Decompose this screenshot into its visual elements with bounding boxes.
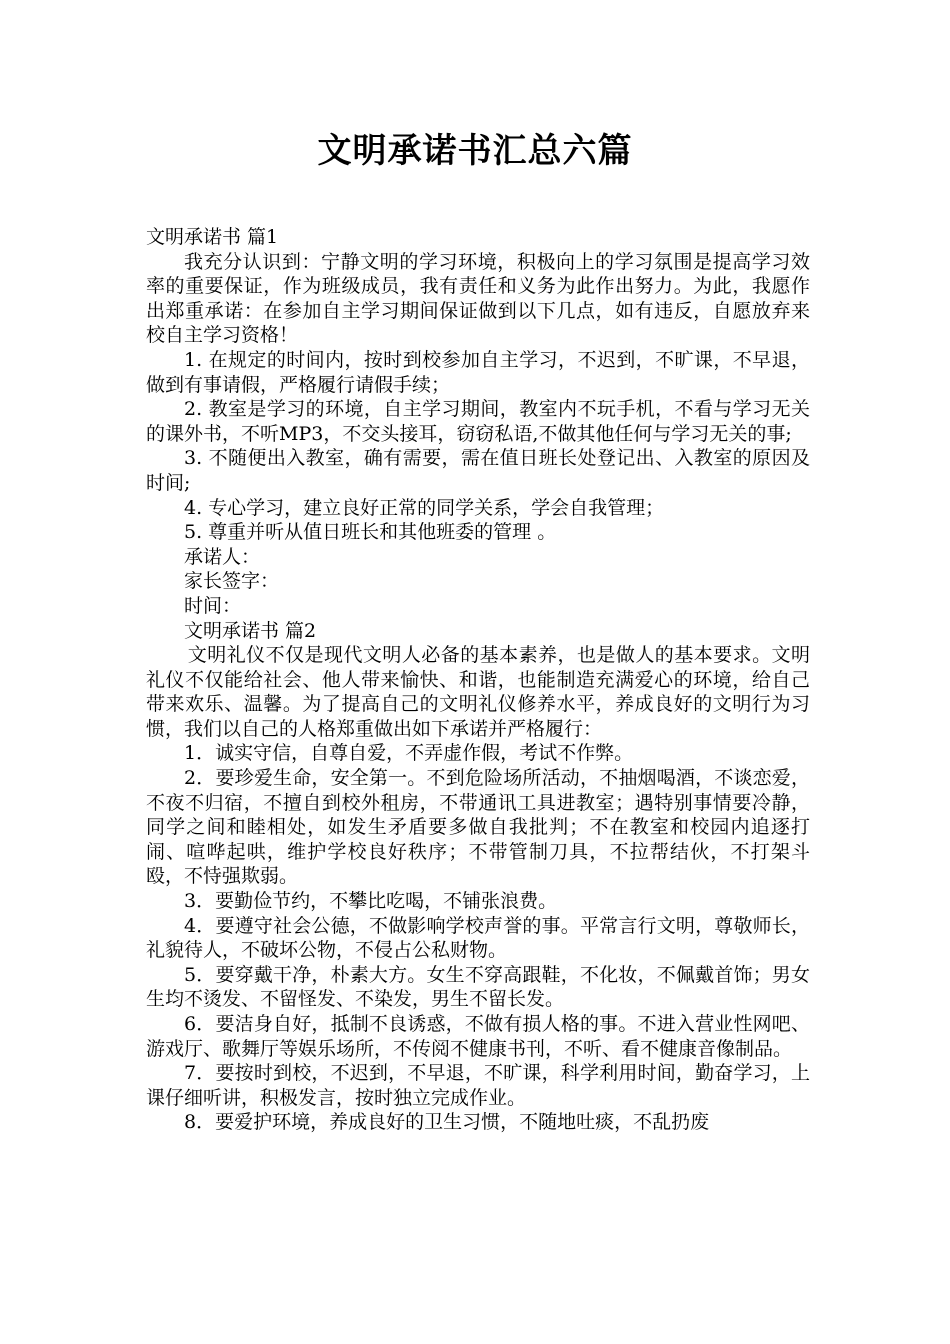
section-2-item-7: 7．要按时到校，不迟到，不早退，不旷课，科学利用时间，勤奋学习，上课仔细听讲，积极发言，按时独立完成作业。	[146, 1062, 810, 1109]
section-2-item-4: 4．要遵守社会公德，不做影响学校声誉的事。平常言行文明，尊敬师长，礼貌待人，不破坏公物，不侵占公私财物。	[146, 914, 810, 962]
parent-signature-label: 家长签字：	[184, 570, 280, 593]
section-1-item-2: 2. 教室是学习的环境，自主学习期间，教室内不玩手机，不看与学习无关的课外书，不听MP3，不交头接耳，窃窃私语,不做其他任何与学习无关的事;	[146, 398, 810, 445]
time-label: 时间：	[184, 594, 242, 617]
section-2-item-8: 8．要爱护环境，养成良好的卫生习惯，不随地吐痰，不乱扔废	[184, 1111, 710, 1134]
document-title: 文明承诺书汇总六篇	[317, 131, 633, 171]
section-1-intro: 我充分认识到：宁静文明的学习环境，积极向上的学习氛围是提高学习效率的重要保证，作为班级成员，我有责任和义务为此作出努力。为此，我愿作出郑重承诺：在参加自主学习期间保证做到以下几点，如有违反，自愿放弃来校自主学习资格！	[146, 250, 810, 347]
section-1-item-3: 3. 不随便出入教室，确有需要，需在值日班长处登记出、入教室的原因及时间;	[146, 447, 810, 494]
section-2-item-3: 3．要勤俭节约，不攀比吃喝，不铺张浪费。	[184, 890, 558, 913]
document-body	[146, 225, 810, 1135]
section-1-item-5: 5. 尊重并听从值日班长和其他班委的管理 。	[184, 521, 557, 544]
section-1-heading: 文明承诺书 篇1	[146, 226, 279, 248]
section-1-item-4: 4. 专心学习，建立良好正常的同学关系，学会自我管理；	[184, 496, 665, 519]
section-2-item-6: 6．要洁身自好，抵制不良诱惑，不做有损人格的事。不进入营业性网吧、游戏厅、歌舞厅等娱乐场所，不传阅不健康书刊，不听、看不健康音像制品。	[146, 1013, 810, 1060]
promisor-label: 承诺人：	[184, 545, 261, 568]
section-2-item-1: 1．诚实守信，自尊自爱，不弄虚作假，考试不作弊。	[184, 742, 634, 765]
section-2-item-5: 5．要穿戴干净，朴素大方。女生不穿高跟鞋，不化妆，不佩戴首饰；男女生均不烫发、不留怪发、不染发，男生不留长发。	[146, 963, 810, 1011]
section-2-heading: 文明承诺书 篇2	[184, 619, 317, 642]
section-2-intro: 文明礼仪不仅是现代文明人必备的基本素养，也是做人的基本要求。文明礼仪不仅能给社会、他人带来愉快、和谐，也能制造充满爱心的环境，给自己带来欢乐、温馨。为了提高自己的文明礼仪修养水平，养成良好的文明行为习惯，我们以自己的人格郑重做出如下承诺并严格履行：	[146, 644, 810, 740]
section-1-item-1: 1. 在规定的时间内，按时到校参加自主学习，不迟到，不旷课，不早退，做到有事请假，严格履行请假手续；	[146, 348, 810, 396]
section-2-item-2: 2．要珍爱生命，安全第一。不到危险场所活动，不抽烟喝酒，不谈恋爱，不夜不归宿，不擅自到校外租房，不带通讯工具进教室；遇特别事情要冷静，同学之间和睦相处，如发生矛盾要多做自我批判；不在教室和校园内追逐打闹、喧哗起哄，维护学校良好秩序；不带管制刀具，不拉帮结伙，不打架斗殴，不恃强欺弱。	[146, 767, 810, 888]
